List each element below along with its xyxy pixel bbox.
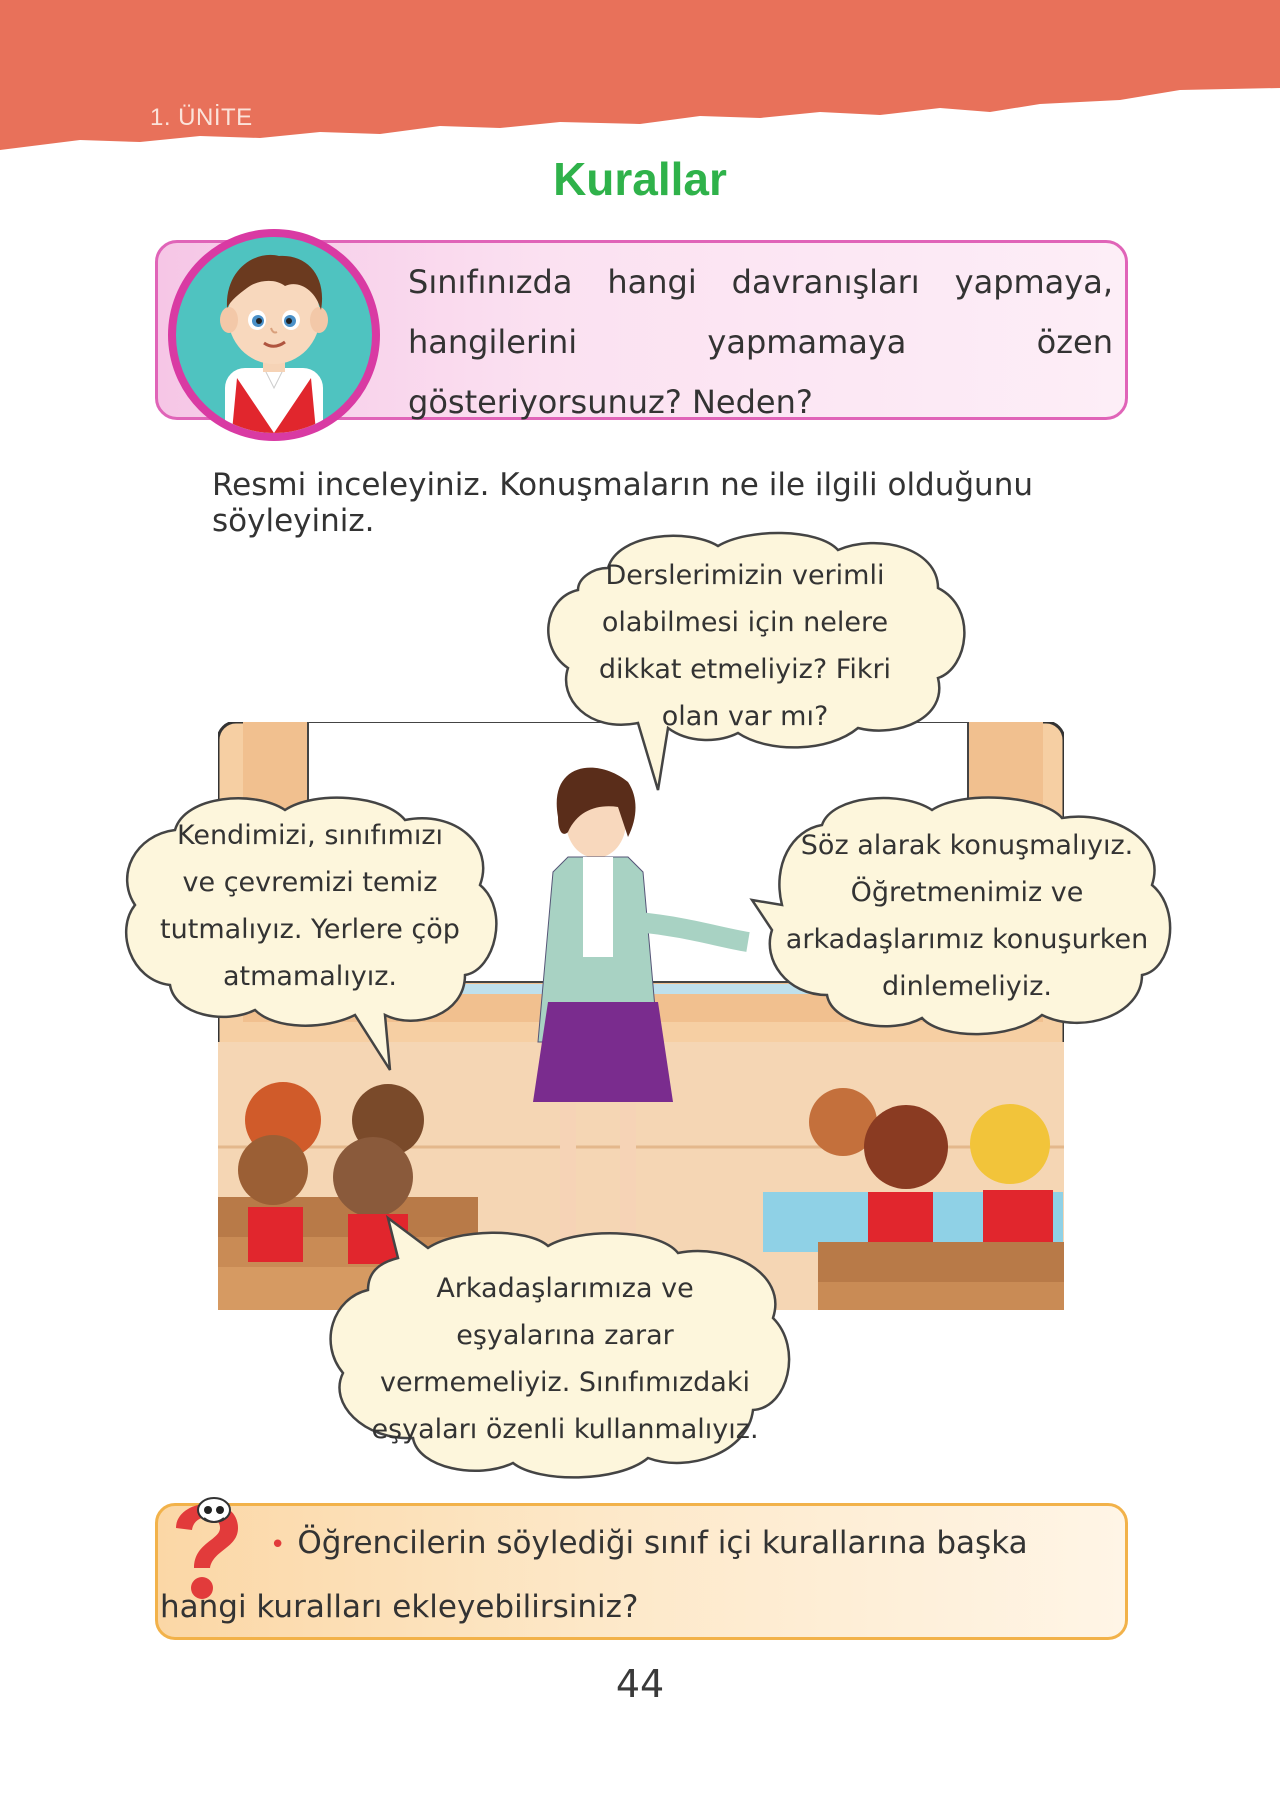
page-number: 44 — [615, 1662, 665, 1706]
header-banner — [0, 0, 1280, 160]
speech-text-top: Derslerimizin verimli olabilmesi için nelere dikkat etmeliyiz? Fikri olan var mı? — [598, 560, 892, 732]
speech-text-bottom: Arkadaşlarımıza ve eşyalarına zarar vermemeliyiz. Sınıfımızdaki eşyaları özenli kullanmalıyız. — [371, 1273, 759, 1445]
speech-text-left: Kendimizi, sınıfımızı ve çevremizi temiz tutmalıyız. Yerlere çöp atmamalıyız. — [160, 820, 460, 992]
instruction-text: Resmi inceleyiniz. Konuşmaların ne ile ilgili olduğunu söyleyiniz. — [212, 467, 1034, 539]
page-title: Kurallar — [553, 153, 727, 205]
question-text: Sınıfınızda hangi davranışları yapmaya, hangilerini yapmamaya özen gösteriyorsunuz? Neden? — [408, 263, 1113, 421]
activity-question: Öğrencilerin söylediği sınıf içi kurallarına başka hangi kuralları ekleyebilirsiniz? — [160, 1525, 1028, 1625]
unit-label: 1. ÜNİTE — [150, 104, 253, 131]
speech-text-right: Söz alarak konuşmalıyız. Öğretmenimiz ve arkadaşlarımız konuşurken dinlemeliyiz. — [785, 830, 1149, 1002]
activity-text — [160, 1512, 1115, 1638]
bullet-point: • — [270, 1530, 286, 1560]
boy-avatar-icon — [167, 228, 381, 442]
